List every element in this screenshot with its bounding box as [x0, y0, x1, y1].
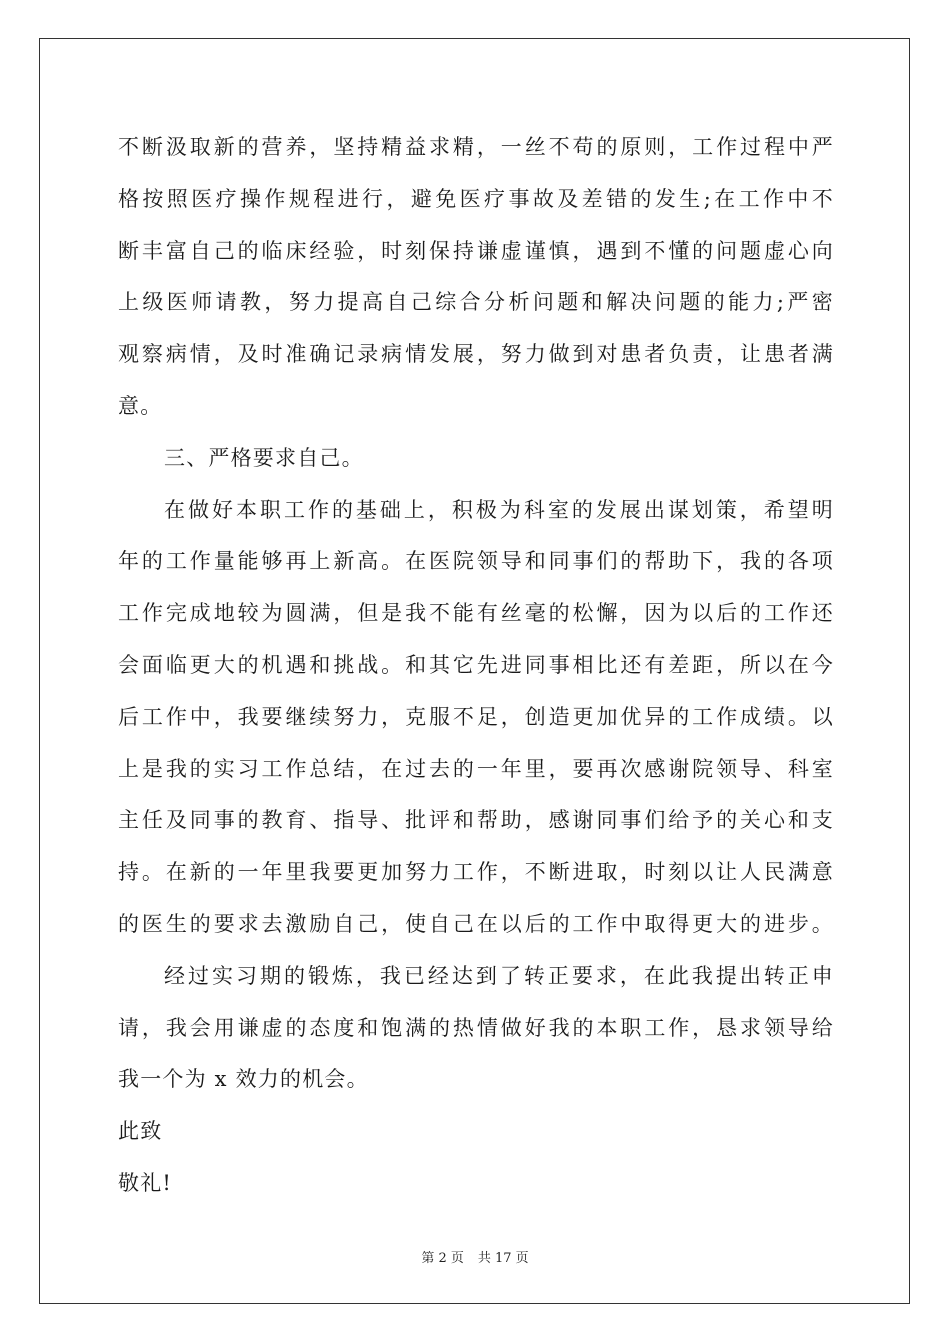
text-line: 请，我会用谦虚的态度和饱满的热情做好我的本职工作，恳求领导给	[118, 1015, 834, 1040]
page-total: 共 17 页	[477, 1251, 529, 1266]
text-line: 敬礼!	[118, 1170, 173, 1195]
text-line: 意。	[118, 393, 163, 418]
text-line: 此致	[118, 1119, 163, 1144]
text-line: 在做好本职工作的基础上，积极为科室的发展出谋划策，希望明	[164, 497, 834, 522]
text-line: 工作完成地较为圆满，但是我不能有丝毫的松懈，因为以后的工作还	[118, 601, 834, 626]
text-line: 会面临更大的机遇和挑战。和其它先进同事相比还有差距，所以在今	[118, 652, 834, 677]
document-body	[118, 122, 834, 1210]
text-line: 不断汲取新的营养，坚持精益求精，一丝不苟的原则，工作过程中严	[118, 135, 834, 159]
text-line: 持。在新的一年里我要更加努力工作，不断进取，时刻以让人民满意	[118, 860, 834, 885]
text-line: 三、严格要求自己。	[164, 445, 364, 470]
text-line: 年的工作量能够再上新高。在医院领导和同事们的帮助下，我的各项	[118, 549, 834, 574]
text-line: 主任及同事的教育、指导、批评和帮助，感谢同事们给予的关心和支	[118, 808, 834, 833]
text-line: 观察病情，及时准确记录病情发展，努力做到对患者负责，让患者满	[118, 342, 834, 367]
text-line: 格按照医疗操作规程进行，避免医疗事故及差错的发生;在工作中不	[118, 186, 834, 211]
text-line: 断丰富自己的临床经验，时刻保持谦虚谨慎，遇到不懂的问题虚心向	[118, 238, 834, 263]
text-line: 经过实习期的锻炼，我已经达到了转正要求，在此我提出转正申	[164, 963, 834, 988]
text-line: 上级医师请教，努力提高自己综合分析问题和解决问题的能力;严密	[118, 290, 834, 315]
page-number: 第 2 页	[421, 1251, 464, 1266]
text-line: 我一个为 x 效力的机会。	[118, 1067, 369, 1092]
page-footer	[0, 1247, 950, 1266]
text-line: 上是我的实习工作总结，在过去的一年里，要再次感谢院领导、科室	[118, 756, 834, 781]
text-line: 的医生的要求去激励自己，使自己在以后的工作中取得更大的进步。	[118, 911, 834, 936]
text-line: 后工作中，我要继续努力，克服不足，创造更加优异的工作成绩。以	[118, 704, 834, 729]
